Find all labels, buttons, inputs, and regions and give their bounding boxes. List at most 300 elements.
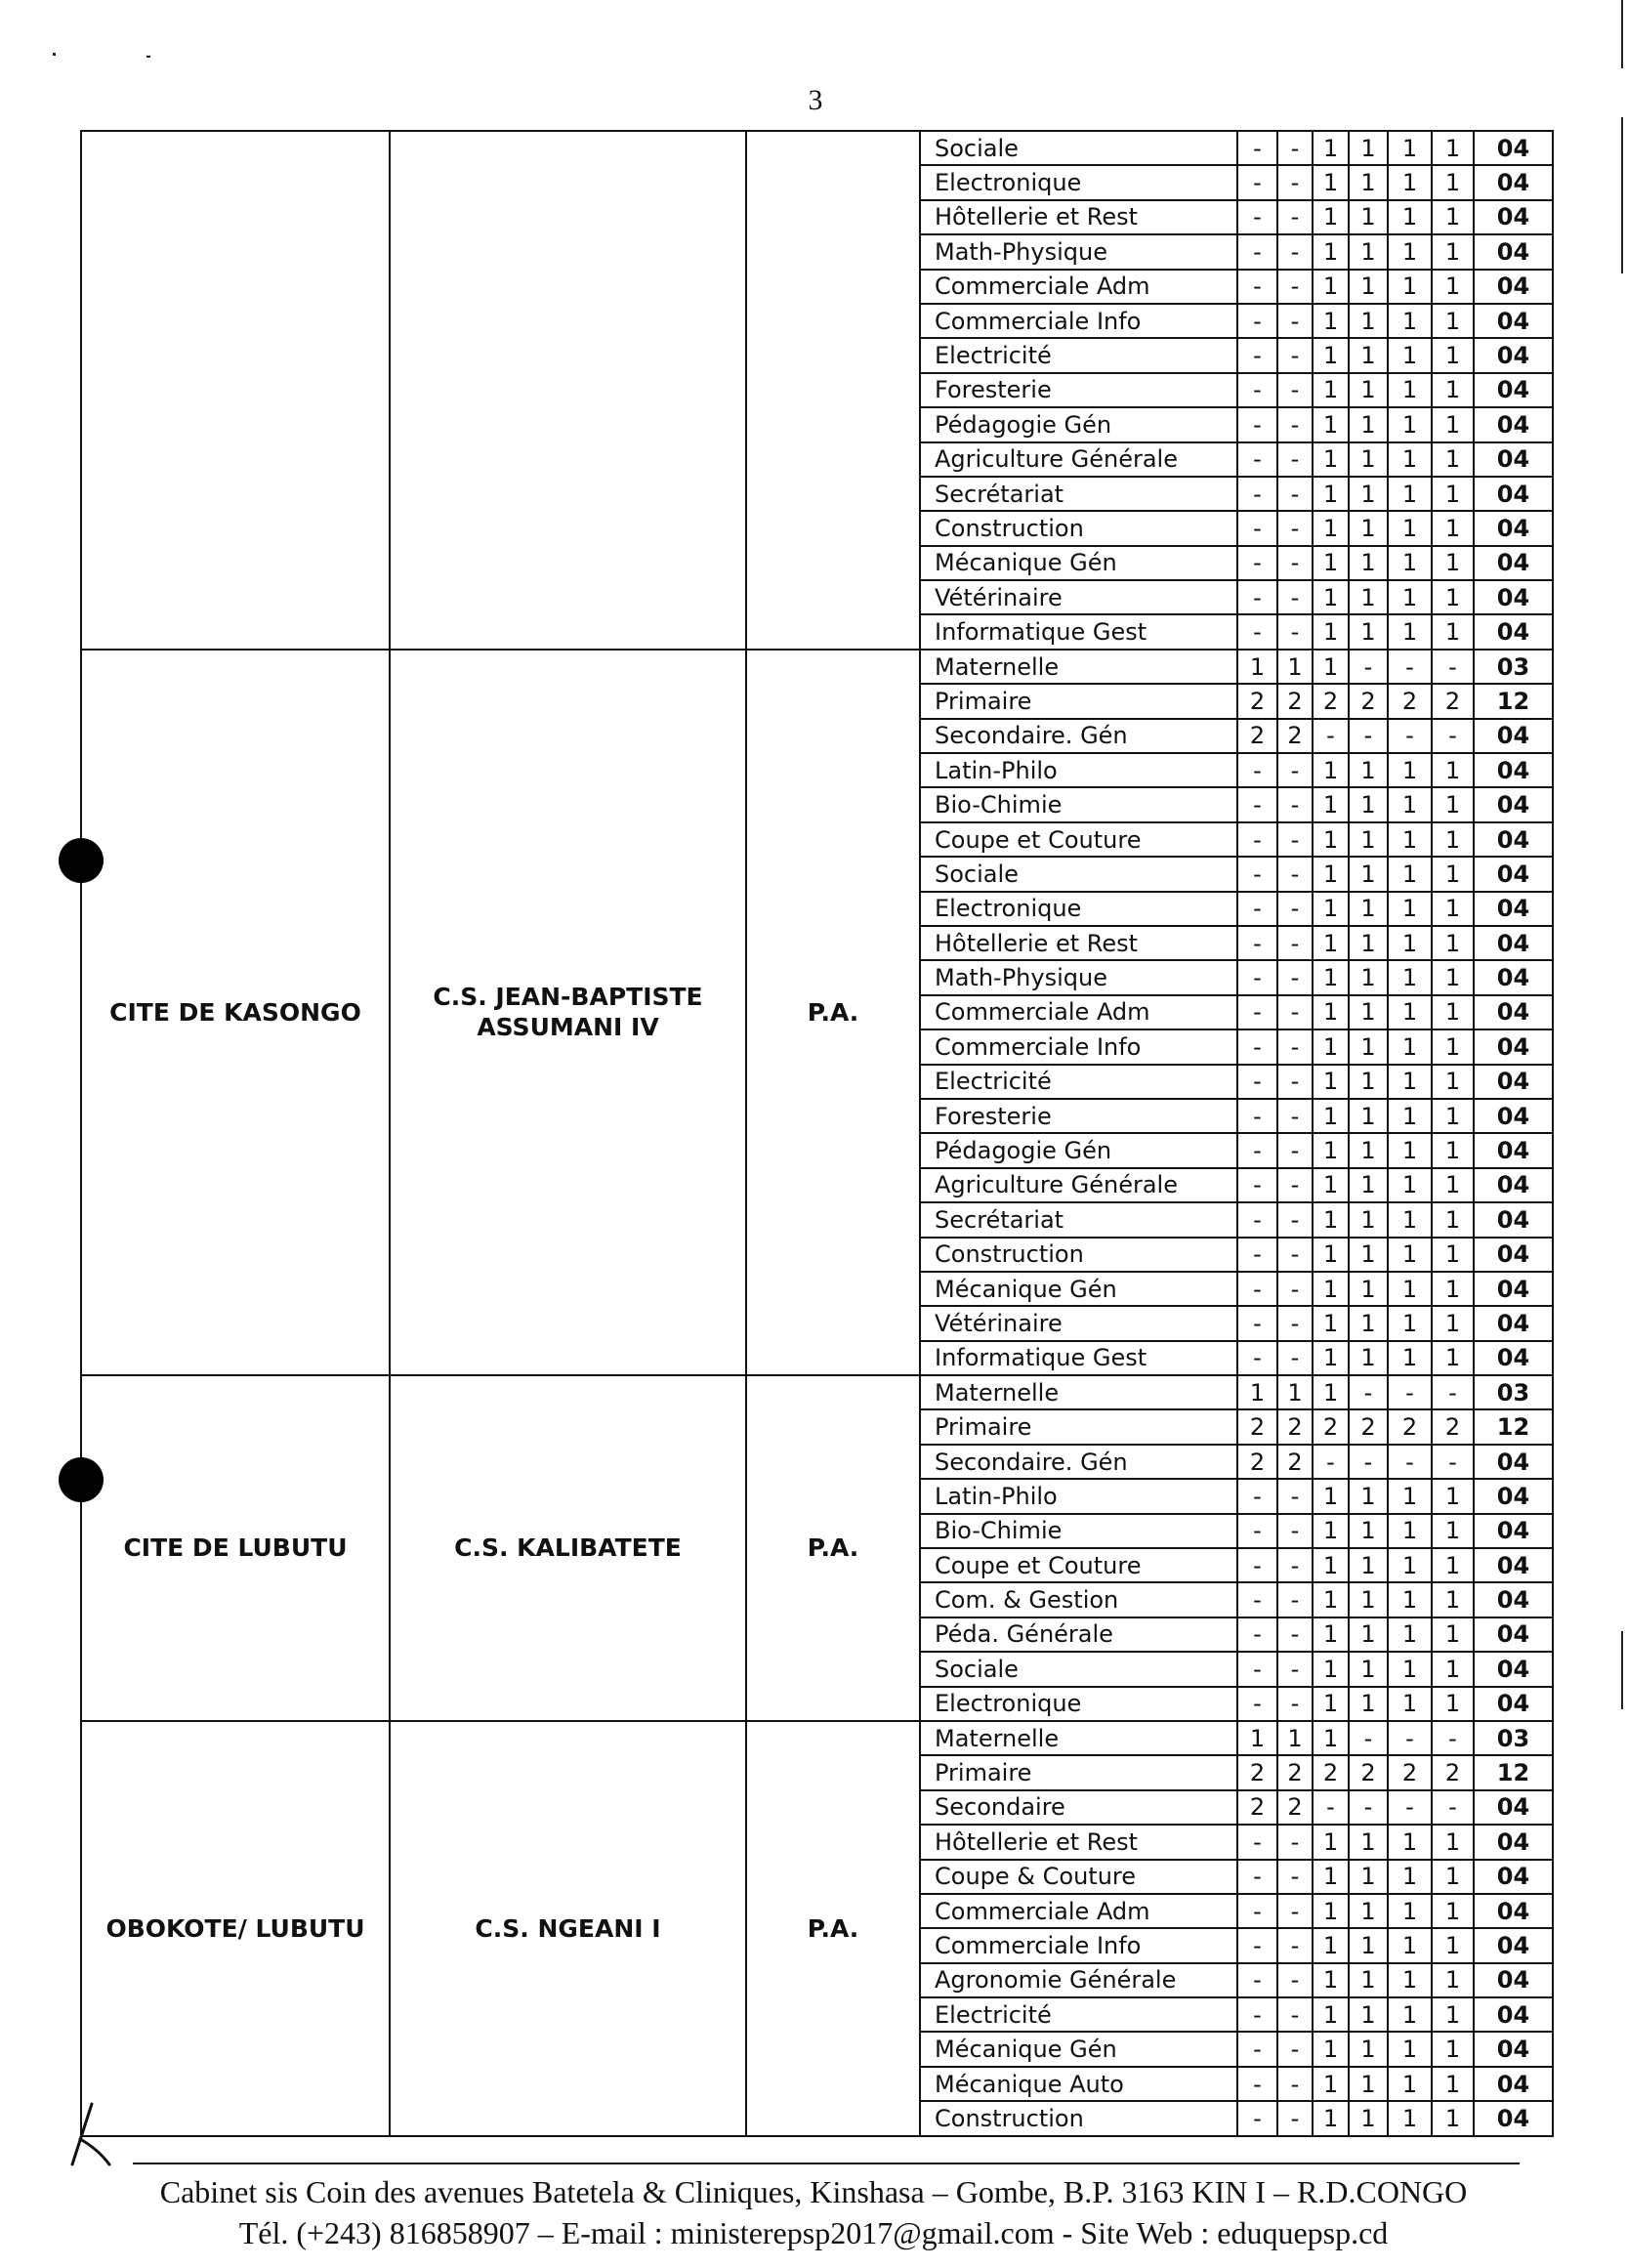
status-cell [746, 131, 920, 650]
class-count-cell: 1 [1349, 373, 1388, 407]
option-cell: Pédagogie Gén [920, 407, 1237, 441]
class-count-cell: 1 [1432, 442, 1474, 477]
class-count-cell: 1 [1432, 1029, 1474, 1064]
class-count-cell: - [1237, 614, 1277, 649]
class-count-cell: - [1277, 753, 1313, 787]
scan-edge-line [1621, 0, 1623, 68]
table-row [81, 1721, 1553, 1755]
class-count-cell: - [1277, 1963, 1313, 1997]
total-cell: 04 [1474, 719, 1553, 753]
class-count-cell: 1 [1432, 234, 1474, 269]
class-count-cell: 1 [1432, 1133, 1474, 1167]
class-count-cell: 1 [1313, 1065, 1349, 1099]
class-count-cell: - [1277, 787, 1313, 821]
class-count-cell: 1 [1388, 1652, 1432, 1686]
class-count-cell: 1 [1432, 1582, 1474, 1617]
class-count-cell: 1 [1388, 960, 1432, 994]
class-count-cell: 1 [1349, 1272, 1388, 1306]
class-count-cell: 2 [1277, 719, 1313, 753]
school-cell [390, 131, 746, 650]
class-count-cell: 2 [1237, 1409, 1277, 1444]
class-count-cell: 2 [1237, 719, 1277, 753]
option-cell: Secondaire. Gén [920, 1445, 1237, 1479]
class-count-cell: 1 [1432, 165, 1474, 199]
class-count-cell: - [1432, 719, 1474, 753]
class-count-cell: - [1237, 2101, 1277, 2135]
class-count-cell: 1 [1432, 1168, 1474, 1202]
class-count-cell: 1 [1432, 2032, 1474, 2066]
class-count-cell: 1 [1432, 1272, 1474, 1306]
class-count-cell: - [1277, 1894, 1313, 1928]
option-cell: Maternelle [920, 1721, 1237, 1755]
class-count-cell: 1 [1313, 2032, 1349, 2066]
class-count-cell: 1 [1432, 1514, 1474, 1548]
class-count-cell: 1 [1432, 1099, 1474, 1133]
class-count-cell: - [1237, 373, 1277, 407]
class-count-cell: - [1277, 131, 1313, 165]
class-count-cell: 1 [1388, 580, 1432, 614]
city-cell: CITE DE KASONGO [81, 650, 390, 1375]
footer-contact: Tél. (+243) 816858907 – E-mail : ministerepsp2017@gmail.com - Site Web : eduquepsp.cd [238, 2215, 1389, 2250]
class-count-cell: - [1432, 650, 1474, 684]
class-count-cell: 1 [1388, 787, 1432, 821]
class-count-cell: - [1277, 1029, 1313, 1064]
total-cell: 04 [1474, 1548, 1553, 1582]
total-cell: 04 [1474, 1514, 1553, 1548]
class-count-cell: 1 [1388, 857, 1432, 891]
option-cell: Maternelle [920, 650, 1237, 684]
class-count-cell: 1 [1388, 1548, 1432, 1582]
class-count-cell: 1 [1388, 753, 1432, 787]
class-count-cell: 1 [1349, 442, 1388, 477]
class-count-cell: 1 [1313, 1825, 1349, 1859]
class-count-cell: - [1349, 719, 1388, 753]
class-count-cell: - [1277, 822, 1313, 857]
page-number: 3 [808, 84, 823, 116]
class-count-cell: 2 [1349, 1755, 1388, 1789]
class-count-cell: - [1277, 926, 1313, 960]
class-count-cell: - [1277, 442, 1313, 477]
class-count-cell: - [1277, 1928, 1313, 1962]
option-cell: Commerciale Info [920, 304, 1237, 338]
class-count-cell: 1 [1388, 1341, 1432, 1375]
class-count-cell: - [1277, 960, 1313, 994]
class-count-cell: - [1277, 2067, 1313, 2101]
class-count-cell: 1 [1313, 1928, 1349, 1962]
class-count-cell: - [1432, 1375, 1474, 1409]
class-count-cell: 1 [1349, 200, 1388, 234]
class-count-cell: 1 [1388, 165, 1432, 199]
class-count-cell: 1 [1313, 857, 1349, 891]
class-count-cell: 1 [1432, 1860, 1474, 1894]
class-count-cell: 1 [1349, 165, 1388, 199]
footer-address: Cabinet sis Coin des avenues Batetela & Cliniques, Kinshasa – Gombe, B.P. 3163 KIN I – R.D.CONGO [159, 2174, 1468, 2209]
total-cell: 04 [1474, 1099, 1553, 1133]
class-count-cell: 1 [1349, 338, 1388, 372]
class-count-cell: 1 [1313, 1514, 1349, 1548]
total-cell: 04 [1474, 857, 1553, 891]
punch-hole-dot [59, 838, 104, 883]
total-cell: 04 [1474, 1133, 1553, 1167]
total-cell: 04 [1474, 1687, 1553, 1721]
class-count-cell: 1 [1388, 1860, 1432, 1894]
class-count-cell: 1 [1313, 234, 1349, 269]
class-count-cell: 1 [1388, 926, 1432, 960]
class-count-cell: - [1237, 1514, 1277, 1548]
class-count-cell: - [1237, 477, 1277, 511]
class-count-cell: - [1237, 960, 1277, 994]
option-cell: Sociale [920, 131, 1237, 165]
class-count-cell: 1 [1388, 1168, 1432, 1202]
class-count-cell: - [1277, 1860, 1313, 1894]
class-count-cell: 1 [1349, 234, 1388, 269]
class-count-cell: 1 [1313, 1238, 1349, 1272]
total-cell: 04 [1474, 1652, 1553, 1686]
total-cell: 04 [1474, 407, 1553, 441]
class-count-cell: 1 [1313, 477, 1349, 511]
total-cell: 04 [1474, 304, 1553, 338]
class-count-cell: - [1277, 2032, 1313, 2066]
option-cell: Secondaire [920, 1790, 1237, 1825]
class-count-cell: - [1277, 857, 1313, 891]
class-count-cell: - [1237, 1168, 1277, 1202]
class-count-cell: - [1349, 1375, 1388, 1409]
option-cell: Hôtellerie et Rest [920, 926, 1237, 960]
option-cell: Maternelle [920, 1375, 1237, 1409]
class-count-cell: 1 [1388, 1687, 1432, 1721]
class-count-cell: - [1388, 1375, 1432, 1409]
city-cell: OBOKOTE/ LUBUTU [81, 1721, 390, 2136]
option-cell: Mécanique Gén [920, 546, 1237, 580]
class-count-cell: - [1277, 477, 1313, 511]
class-count-cell: 1 [1349, 1238, 1388, 1272]
total-cell: 04 [1474, 338, 1553, 372]
class-count-cell: - [1277, 1514, 1313, 1548]
city-cell: CITE DE LUBUTU [81, 1375, 390, 1721]
class-count-cell: 1 [1349, 1860, 1388, 1894]
class-count-cell: 1 [1313, 2101, 1349, 2135]
class-count-cell: 1 [1349, 892, 1388, 926]
total-cell: 04 [1474, 234, 1553, 269]
class-count-cell: - [1237, 1133, 1277, 1167]
total-cell: 04 [1474, 1479, 1553, 1513]
option-cell: Math-Physique [920, 960, 1237, 994]
option-cell: Electronique [920, 1687, 1237, 1721]
class-count-cell: 1 [1388, 1065, 1432, 1099]
option-cell: Mécanique Auto [920, 2067, 1237, 2101]
option-cell: Electronique [920, 165, 1237, 199]
class-count-cell: 1 [1349, 1825, 1388, 1859]
class-count-cell: 1 [1349, 1133, 1388, 1167]
class-count-cell: 1 [1388, 1963, 1432, 1997]
class-count-cell: 2 [1388, 684, 1432, 718]
total-cell: 04 [1474, 1790, 1553, 1825]
option-cell: Mécanique Gén [920, 2032, 1237, 2066]
class-count-cell: - [1237, 442, 1277, 477]
class-count-cell: - [1237, 407, 1277, 441]
option-cell: Latin-Philo [920, 753, 1237, 787]
class-count-cell: 1 [1313, 753, 1349, 787]
total-cell: 04 [1474, 165, 1553, 199]
class-count-cell: - [1388, 1445, 1432, 1479]
total-cell: 04 [1474, 131, 1553, 165]
class-count-cell: 1 [1349, 1479, 1388, 1513]
class-count-cell: 1 [1237, 650, 1277, 684]
option-cell: Sociale [920, 857, 1237, 891]
class-count-cell: - [1237, 1029, 1277, 1064]
option-cell: Foresterie [920, 1099, 1237, 1133]
class-count-cell: 1 [1388, 822, 1432, 857]
total-cell: 04 [1474, 1168, 1553, 1202]
class-count-cell: 1 [1349, 2067, 1388, 2101]
class-count-cell: - [1237, 1825, 1277, 1859]
class-count-cell: 1 [1432, 373, 1474, 407]
class-count-cell: 1 [1388, 1997, 1432, 2032]
class-count-cell: 1 [1349, 511, 1388, 545]
option-cell: Commerciale Adm [920, 995, 1237, 1029]
class-count-cell: 1 [1349, 1099, 1388, 1133]
class-count-cell: 1 [1313, 442, 1349, 477]
class-count-cell: 1 [1388, 1825, 1432, 1859]
class-count-cell: - [1277, 270, 1313, 304]
class-count-cell: 1 [1349, 1997, 1388, 2032]
school-cell: C.S. KALIBATETE [390, 1375, 746, 1721]
class-count-cell: 1 [1432, 477, 1474, 511]
option-cell: Informatique Gest [920, 1341, 1237, 1375]
class-count-cell: 1 [1313, 200, 1349, 234]
class-count-cell: - [1277, 373, 1313, 407]
class-count-cell: 1 [1349, 960, 1388, 994]
class-count-cell: 1 [1432, 753, 1474, 787]
class-count-cell: - [1277, 1479, 1313, 1513]
class-count-cell: 1 [1313, 822, 1349, 857]
class-count-cell: 2 [1388, 1755, 1432, 1789]
class-count-cell: - [1277, 1687, 1313, 1721]
option-cell: Construction [920, 1238, 1237, 1272]
class-count-cell: - [1237, 1479, 1277, 1513]
class-count-cell: - [1388, 1790, 1432, 1825]
class-count-cell: 1 [1349, 1652, 1388, 1686]
class-count-cell: 1 [1313, 304, 1349, 338]
class-count-cell: 1 [1313, 270, 1349, 304]
option-cell: Vétérinaire [920, 580, 1237, 614]
option-cell: Bio-Chimie [920, 787, 1237, 821]
total-cell: 04 [1474, 1582, 1553, 1617]
class-count-cell: 1 [1313, 926, 1349, 960]
class-count-cell: 1 [1349, 1065, 1388, 1099]
class-count-cell: 1 [1349, 1894, 1388, 1928]
total-cell: 04 [1474, 1065, 1553, 1099]
option-cell: Agronomie Générale [920, 1963, 1237, 1997]
school-cell: C.S. JEAN-BAPTISTE ASSUMANI IV [390, 650, 746, 1375]
class-count-cell: 1 [1432, 926, 1474, 960]
option-cell: Math-Physique [920, 234, 1237, 269]
total-cell: 04 [1474, 995, 1553, 1029]
class-count-cell: - [1237, 787, 1277, 821]
class-count-cell: 2 [1277, 1755, 1313, 1789]
total-cell: 04 [1474, 200, 1553, 234]
total-cell: 04 [1474, 580, 1553, 614]
total-cell: 04 [1474, 753, 1553, 787]
class-count-cell: - [1277, 1202, 1313, 1237]
class-count-cell: 1 [1313, 165, 1349, 199]
class-count-cell: 1 [1313, 1341, 1349, 1375]
option-cell: Secondaire. Gén [920, 719, 1237, 753]
option-cell: Agriculture Générale [920, 1168, 1237, 1202]
class-count-cell: - [1432, 1721, 1474, 1755]
class-count-cell: 1 [1388, 1479, 1432, 1513]
class-count-cell: 1 [1313, 1479, 1349, 1513]
option-cell: Commerciale Adm [920, 1894, 1237, 1928]
class-count-cell: 1 [1349, 1341, 1388, 1375]
option-cell: Latin-Philo [920, 1479, 1237, 1513]
class-count-cell: - [1237, 1065, 1277, 1099]
class-count-cell: - [1237, 857, 1277, 891]
class-count-cell: 2 [1277, 1445, 1313, 1479]
class-count-cell: 1 [1349, 995, 1388, 1029]
class-count-cell: - [1237, 131, 1277, 165]
total-cell: 12 [1474, 1409, 1553, 1444]
class-count-cell: - [1277, 1099, 1313, 1133]
class-count-cell: 1 [1432, 1997, 1474, 2032]
total-cell: 04 [1474, 1306, 1553, 1340]
class-count-cell: - [1277, 338, 1313, 372]
option-cell: Hôtellerie et Rest [920, 200, 1237, 234]
class-count-cell: 1 [1313, 131, 1349, 165]
class-count-cell: 1 [1313, 1860, 1349, 1894]
class-count-cell: - [1237, 926, 1277, 960]
status-cell: P.A. [746, 650, 920, 1375]
class-count-cell: 1 [1349, 1617, 1388, 1652]
option-cell: Hôtellerie et Rest [920, 1825, 1237, 1859]
total-cell: 04 [1474, 1963, 1553, 1997]
class-count-cell: - [1277, 1168, 1313, 1202]
class-count-cell: 1 [1432, 857, 1474, 891]
class-count-cell: - [1237, 511, 1277, 545]
class-count-cell: 1 [1432, 580, 1474, 614]
class-count-cell: 1 [1349, 2032, 1388, 2066]
class-count-cell: 1 [1313, 614, 1349, 649]
class-count-cell: 1 [1432, 407, 1474, 441]
option-cell: Foresterie [920, 373, 1237, 407]
class-count-cell: - [1277, 1825, 1313, 1859]
class-count-cell: - [1277, 1582, 1313, 1617]
class-count-cell: - [1237, 1099, 1277, 1133]
class-count-cell: - [1388, 650, 1432, 684]
class-count-cell: 1 [1388, 338, 1432, 372]
class-count-cell: - [1237, 1928, 1277, 1962]
class-count-cell: 1 [1313, 995, 1349, 1029]
class-count-cell: 1 [1432, 1238, 1474, 1272]
class-count-cell: 1 [1313, 1133, 1349, 1167]
class-count-cell: 2 [1349, 1409, 1388, 1444]
class-count-cell: 1 [1313, 1168, 1349, 1202]
total-cell: 03 [1474, 650, 1553, 684]
class-count-cell: 2 [1237, 684, 1277, 718]
class-count-cell: 1 [1388, 1099, 1432, 1133]
class-count-cell: 1 [1432, 1687, 1474, 1721]
class-count-cell: 1 [1349, 407, 1388, 441]
class-count-cell: 1 [1349, 857, 1388, 891]
total-cell: 03 [1474, 1375, 1553, 1409]
class-count-cell: 1 [1313, 2067, 1349, 2101]
total-cell: 04 [1474, 442, 1553, 477]
class-count-cell: 1 [1349, 2101, 1388, 2135]
class-count-cell: 1 [1432, 1928, 1474, 1962]
class-count-cell: - [1349, 1445, 1388, 1479]
class-count-cell: 1 [1432, 131, 1474, 165]
class-count-cell: 1 [1313, 1721, 1349, 1755]
total-cell: 04 [1474, 1272, 1553, 1306]
total-cell: 04 [1474, 2032, 1553, 2066]
option-cell: Electricité [920, 1997, 1237, 2032]
table-row [81, 1375, 1553, 1409]
class-count-cell: 1 [1432, 546, 1474, 580]
class-count-cell: 1 [1313, 1029, 1349, 1064]
class-count-cell: 1 [1349, 304, 1388, 338]
class-count-cell: 1 [1313, 1687, 1349, 1721]
class-count-cell: 2 [1277, 1409, 1313, 1444]
class-count-cell: - [1277, 511, 1313, 545]
class-count-cell: 1 [1277, 1721, 1313, 1755]
class-count-cell: - [1277, 234, 1313, 269]
scan-edge-line [1621, 1631, 1623, 1709]
option-cell: Com. & Gestion [920, 1582, 1237, 1617]
city-cell [81, 131, 390, 650]
class-count-cell: 1 [1313, 650, 1349, 684]
scan-speck [146, 56, 150, 58]
total-cell: 04 [1474, 2067, 1553, 2101]
class-count-cell: 1 [1349, 270, 1388, 304]
total-cell: 12 [1474, 1755, 1553, 1789]
class-count-cell: 1 [1349, 614, 1388, 649]
class-count-cell: 1 [1237, 1375, 1277, 1409]
total-cell: 04 [1474, 787, 1553, 821]
class-count-cell: - [1277, 1133, 1313, 1167]
class-count-cell: 1 [1432, 511, 1474, 545]
option-cell: Secrétariat [920, 477, 1237, 511]
class-count-cell: 1 [1313, 1202, 1349, 1237]
class-count-cell: 1 [1388, 1029, 1432, 1064]
class-count-cell: 1 [1277, 650, 1313, 684]
class-count-cell: 1 [1349, 131, 1388, 165]
total-cell: 04 [1474, 1997, 1553, 2032]
class-count-cell: 1 [1388, 1894, 1432, 1928]
total-cell: 04 [1474, 926, 1553, 960]
scan-speck [53, 53, 56, 56]
option-cell: Coupe et Couture [920, 1548, 1237, 1582]
class-count-cell: 1 [1388, 270, 1432, 304]
class-count-cell: 2 [1432, 684, 1474, 718]
class-count-cell: - [1277, 1548, 1313, 1582]
class-count-cell: - [1432, 1445, 1474, 1479]
class-count-cell: 1 [1388, 546, 1432, 580]
total-cell: 04 [1474, 511, 1553, 545]
class-count-cell: 1 [1388, 511, 1432, 545]
class-count-cell: 1 [1388, 373, 1432, 407]
class-count-cell: 1 [1432, 1065, 1474, 1099]
allocation-table [80, 130, 1554, 2137]
table-row [81, 650, 1553, 684]
class-count-cell: 2 [1237, 1755, 1277, 1789]
class-count-cell: - [1277, 1617, 1313, 1652]
class-count-cell: 1 [1388, 2101, 1432, 2135]
option-cell: Construction [920, 511, 1237, 545]
class-count-cell: - [1237, 1341, 1277, 1375]
class-count-cell: 1 [1432, 787, 1474, 821]
class-count-cell: - [1237, 753, 1277, 787]
class-count-cell: - [1237, 580, 1277, 614]
